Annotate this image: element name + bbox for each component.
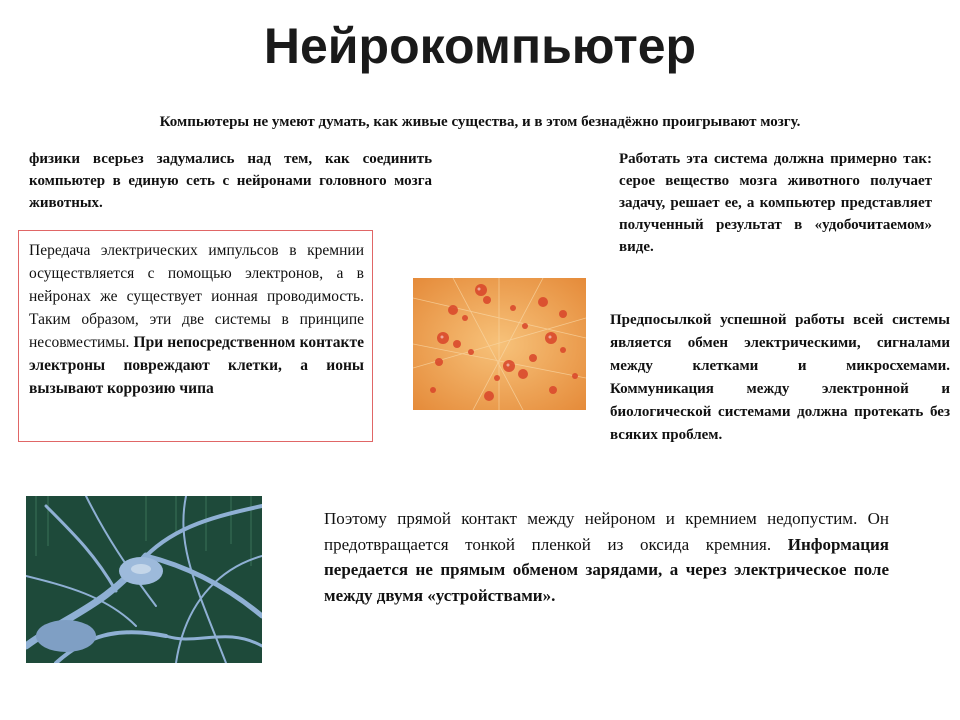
- subtitle: Компьютеры не умеют думать, как живые существа, и в этом безнадёжно проигрывают мозгу.: [159, 114, 801, 130]
- text-conclusion: [324, 506, 889, 608]
- text-prerequisite: Предпосылкой успешной работы всей системы является обмен электрическими, сигналами между клетками и микросхемами. Коммуникация между электронной и биологической системами должна протекать без всяких проблем.: [610, 312, 950, 443]
- neuron-network-image: [26, 496, 262, 663]
- text-physicists: физики всерьез задумались над тем, как соединить компьютер в единую сеть с нейронами головного мозга животных.: [29, 151, 432, 211]
- text-how-it-works: Работать эта система должна примерно так: серое вещество мозга животного получает задачу, решает ее, а компьютер представляет полученный результат в «удобочитаемом» виде.: [619, 151, 932, 255]
- conclusion-bold: Информация передается не прямым обменом зарядами, а через электрическое поле между двумя «устройствами».: [324, 534, 889, 605]
- text-impulse-transfer: [29, 239, 364, 400]
- impulse-plain: Передача электрических импульсов в кремнии осуществляется с помощью электронов, а в нейронах же существует ионная проводимость. Таким образом, эти две системы в принципе несовместимы.: [29, 242, 364, 351]
- page-title: Нейрокомпьютер: [263, 18, 697, 74]
- impulse-bold: При непосредственном контакте электроны повреждают клетки, а ионы вызывают коррозию чипа: [29, 334, 364, 397]
- conclusion-plain: Поэтому прямой контакт между нейроном и кремнием недопустим. Он предотвращается тонкой пленкой из оксида кремния.: [324, 509, 889, 554]
- neurons-on-chip-image: [413, 278, 586, 410]
